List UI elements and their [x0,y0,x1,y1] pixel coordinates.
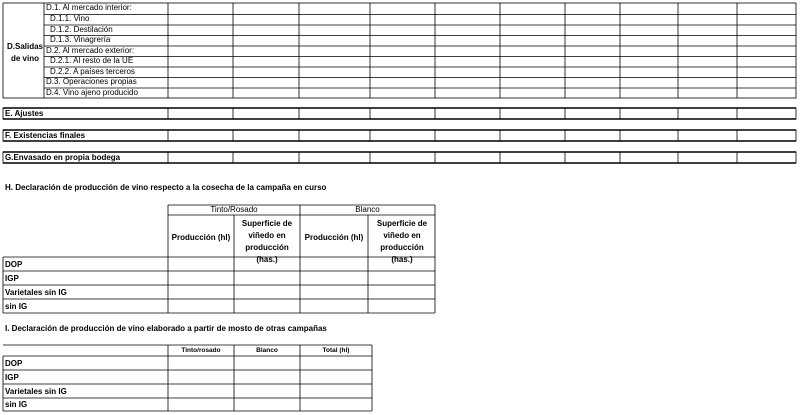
h-row-label: DOP [5,260,23,269]
i-col-header: Blanco [256,347,278,354]
ajustes-label: E. Ajustes [5,109,44,118]
i-row-label: Varietales sin IG [5,387,67,396]
h-group-blanco: Blanco [355,205,380,214]
salidas-row-label: D.4. Vino ajeno producido [46,88,138,97]
salidas-row-label: D.2. Al mercado exterior: [46,46,135,55]
i-col-header: Total (hl) [322,347,350,354]
i-col-header: Tinto/rosado [181,347,221,354]
section-h-title: H. Declaración de producción de vino respecto a la cosecha de la campaña en curso [5,183,327,192]
h-row-label: Varietales sin IG [5,288,67,297]
i-row-label: sin IG [5,400,28,409]
h-row-label: sin IG [5,302,28,311]
salidas-row-label: D.1.3. Vinagrería [50,35,111,44]
salidas-row-label: D.1.1. Vino [50,14,90,23]
section-i-title: I. Declaración de producción de vino elaborado a partir de mosto de otras campañas [5,324,327,333]
h-row-label: IGP [5,274,19,283]
i-row-label: IGP [5,373,19,382]
salidas-row-label: D.1.2. Destilación [50,25,113,34]
salidas-group-label: D.Salidas de vino [6,42,43,63]
h-col-superficie: Superficie de viñedo en producción (has.) [376,219,428,264]
i-row-label: DOP [5,359,23,368]
salidas-row-label: D.3. Operaciones propias [46,77,137,86]
salidas-row-label: D.2.1. Al resto de la UE [50,56,134,65]
salidas-row-label: D.2.2. A países terceros [50,67,135,76]
h-col-produccion: Producción (hl) [171,233,231,242]
envasado-label: G.Envasado en propia bodega [5,153,121,162]
h-col-produccion: Producción (hl) [304,233,364,242]
salidas-row-label: D.1. Al mercado interior: [46,3,132,12]
existencias-finales-label: F. Existencias finales [5,131,86,140]
h-group-tinto-rosado: Tinto/Rosado [210,205,258,214]
h-col-superficie: Superficie de viñedo en producción (has.) [241,219,293,264]
